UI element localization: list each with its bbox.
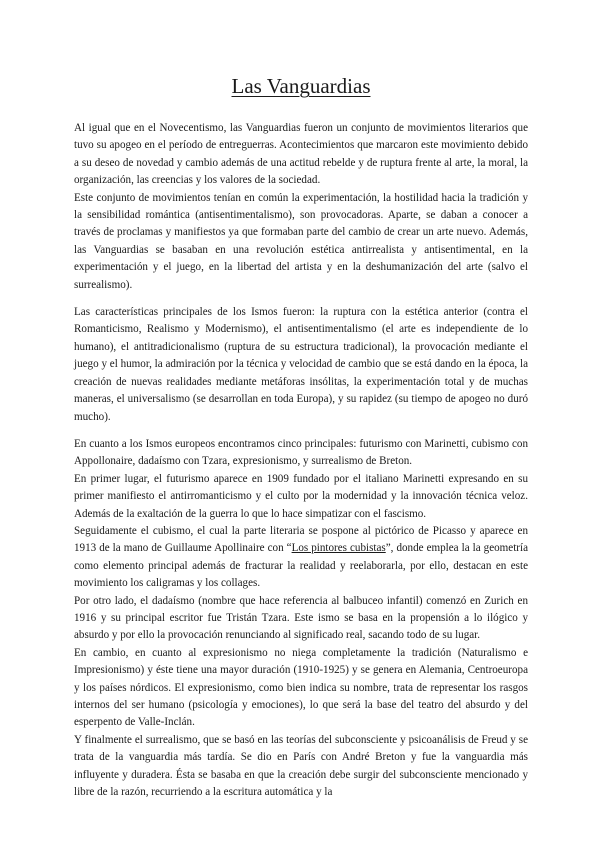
paragraph-characteristics: Las características principales de los Ismos fueron: la ruptura con la estética anterior (contra el Romanticismo, Realismo y Modernismo), el antisentimentalismo (el arte es independiente de lo humano), el antitradicionalismo (ruptura de su estructura tradicional), la provocación mediante el juego y el humor, la admiración por la técnica y velocidad de cambio que se está dando en la época, la creación de nuevas realidades mediante metáforas insólitas, la experimentación total y de muchas maneras, el universalismo (se desarrollan en toda Europa), y su rapidez (su tiempo de apogeo no duró mucho). [74,306,528,423]
paragraph-futurismo: En primer lugar, el futurismo aparece en 1909 fundado por el italiano Marinetti expresando en su primer manifiesto el antirromanticismo y el culto por la modernidad y la innovación técnica veloz. Además de la exaltación de la guerra lo que lo hace simpatizar con el fascismo. [74,472,528,520]
paragraph-expresionismo: En cambio, en cuanto al expresionismo no niega completamente la tradición (Naturalismo e Impresionismo) y éste tiene una mayor duración (1910-1925) y se genera en Alemania, Centroeuropa y los países nórdicos. El expresionismo, como bien indica su nombre, trata de representar los rasgos internos del ser humano (psicología y emociones), lo que será la base del teatro del absurdo y del esperpento de Valle-Inclán. [74,646,528,729]
document-page [74,72,528,801]
paragraph-ismos-list: En cuanto a los Ismos europeos encontramos cinco principales: futurismo con Marinetti, cubismo con Appollonaire, dadaísmo con Tzara, expresionismo, y surrealismo de Breton. [74,437,528,468]
paragraph-surrealismo: Y finalmente el surrealismo, que se basó en las teorías del subconsciente y psicoanálisis de Freud y se trata de la vanguardia más tardía. Se dio en París con André Breton y fue la vanguardia más influyente y duradera. Ésta se basaba en que la creación debe surgir del subconsciente mencionado y libre de la razón, recurriendo a la escritura automática y la [74,733,528,799]
paragraph-intro: Al igual que en el Novecentismo, las Vanguardias fueron un conjunto de movimientos literarios que tuvo su apogeo en el período de entreguerras. Acontecimientos que marcaron este movimiento debido a su deseo de novedad y cambio además de una actitud rebelde y de ruptura frente al arte, la moral, la organización, las creencias y los valores de la sociedad. [74,122,528,187]
los-pintores-cubistas-link[interactable]: Los pintores cubistas [291,542,386,555]
cubismo-text-after: ”, donde emplea la la geometría como elemento principal además de fracturar la realidad y reelaborarla, por ello, destacan en este movimiento los caligramas y los collages. [74,542,529,590]
paragraph-cubismo [74,523,528,593]
paragraph-common-traits: Este conjunto de movimientos tenían en común la experimentación, la hostilidad hacia la tradición y la sensibilidad romántica (antisentimentalismo), son provocadoras. Aparte, se daban a conocer a través de proclamas y manifiestos ya que formaban parte del cambio de crear un arte nuevo. Además, las Vanguardias se basaban en una revolución estética antirrealista y antisentimental, en la experimentación y el juego, en la libertad del artista y en la deshumanización del arte (salvo el surrealismo). [74,191,528,291]
cubismo-text-before: Seguidamente el cubismo, el cual la parte literaria se pospone al pictórico de Picasso y aparece en 1913 de la mano de Guillaume Apollinaire con “ [74,524,528,555]
paragraph-dadaismo: Por otro lado, el dadaísmo (nombre que hace referencia al balbuceo infantil) comenzó en Zurich en 1916 y su principal escritor fue Tristán Tzara. Este ismo se basa en la propensión a lo ilógico y absurdo y por ello la provocación renunciando al significado real, sacando todo de su lugar. [74,594,528,642]
page-title: Las Vanguardias [231,74,371,98]
